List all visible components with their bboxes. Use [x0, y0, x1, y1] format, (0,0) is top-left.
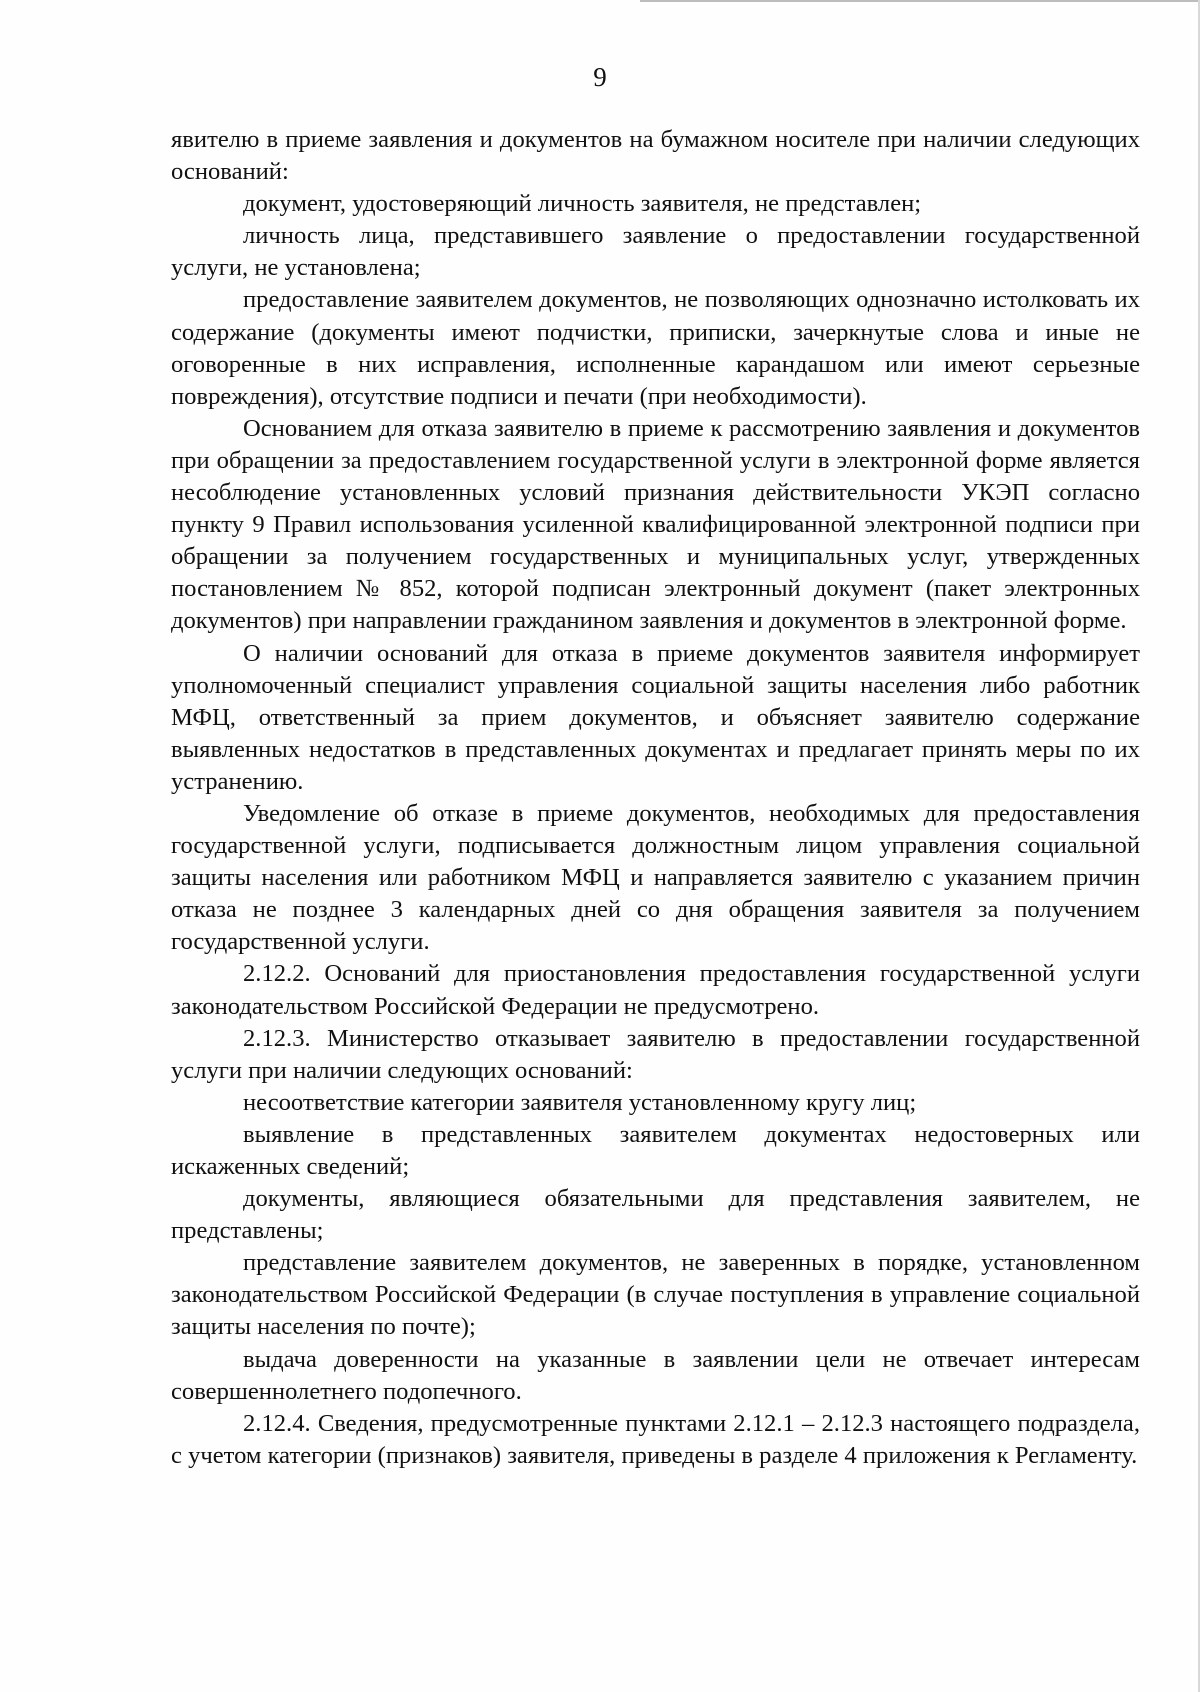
- page-number: 9: [593, 62, 607, 92]
- paragraph-reason-identity-not-established: личность лица, представившего заявление о предоставлении государственной услуги, не установлена;: [171, 222, 1140, 282]
- paragraph-reason-missing-documents: документы, являющиеся обязательными для представления заявителем, не представлены;: [171, 1185, 1140, 1245]
- paragraph-reason-category-mismatch: несоответствие категории заявителя установленному кругу лиц;: [243, 1088, 917, 1116]
- paragraph-2-12-4: 2.12.4. Сведения, предусмотренные пунктами 2.12.1 – 2.12.3 настоящего подраздела, с учетом категории (признаков) заявителя, приведены в разделе 4 приложения к Регламенту.: [171, 1409, 1140, 1469]
- paragraph-reason-uncertified-documents: представление заявителем документов, не заверенных в порядке, установленном законодательством Российской Федерации (в случае поступления в управление социальной защиты населения по почте);: [171, 1249, 1140, 1341]
- paragraph-reason-power-of-attorney: выдача доверенности на указанные в заявлении цели не отвечает интересам совершеннолетнего подопечного.: [171, 1345, 1140, 1405]
- paragraph-reason-identity-document: документ, удостоверяющий личность заявителя, не представлен;: [243, 190, 922, 218]
- paragraph-informing-applicant: О наличии оснований для отказа в приеме документов заявителя информирует уполномоченный специалист управления социальной защиты населения либо работник МФЦ, ответственный за прием документов, и объясняет заявителю содержание выявленных недостатков в представленных документах и предлагает принять меры по их устранению.: [171, 639, 1140, 795]
- document-body: [171, 124, 1140, 1472]
- paragraph-2-12-3: 2.12.3. Министерство отказывает заявителю в предоставлении государственной услуги при наличии следующих оснований:: [171, 1024, 1140, 1084]
- scan-top-edge: [640, 0, 1200, 2]
- paragraph-refusal-notice: Уведомление об отказе в приеме документов, необходимых для предоставления государственной услуги, подписывается должностным лицом управления социальной защиты населения или работником МФЦ и направляется заявителю с указанием причин отказа не позднее 3 календарных дней со дня обращения заявителя за получением государственной услуги.: [171, 799, 1140, 956]
- paragraph-electronic-refusal: Основанием для отказа заявителю в приеме к рассмотрению заявления и документов при обращении за предоставлением государственной услуги в электронной форме является несоблюдение установленных условий признания действительности УКЭП согласно пункту 9 Правил использования усиленной квалифицированной электронной подписи при обращении за получением государственных и муниципальных услуг, утвержденных постановлением № 852, которой подписан электронный документ (пакет электронных документов) при направлении гражданином заявления и документов в электронной форме.: [171, 414, 1140, 635]
- paragraph-2-12-2: 2.12.2. Оснований для приостановления предоставления государственной услуги законодательством Российской Федерации не предусмотрено.: [171, 960, 1140, 1020]
- paragraph-reason-false-information: выявление в представленных заявителем документах недостоверных или искаженных сведений;: [171, 1120, 1140, 1180]
- paragraph-reason-ambiguous-documents: предоставление заявителем документов, не позволяющих однозначно истолковать их содержание (документы имеют подчистки, приписки, зачеркнутые слова и иные не оговоренные в них исправления, исполненные карандашом или имеют серьезные повреждения), отсутствие подписи и печати (при необходимости).: [171, 286, 1140, 410]
- paragraph-continuation: явителю в приеме заявления и документов на бумажном носителе при наличии следующих оснований:: [171, 126, 1140, 186]
